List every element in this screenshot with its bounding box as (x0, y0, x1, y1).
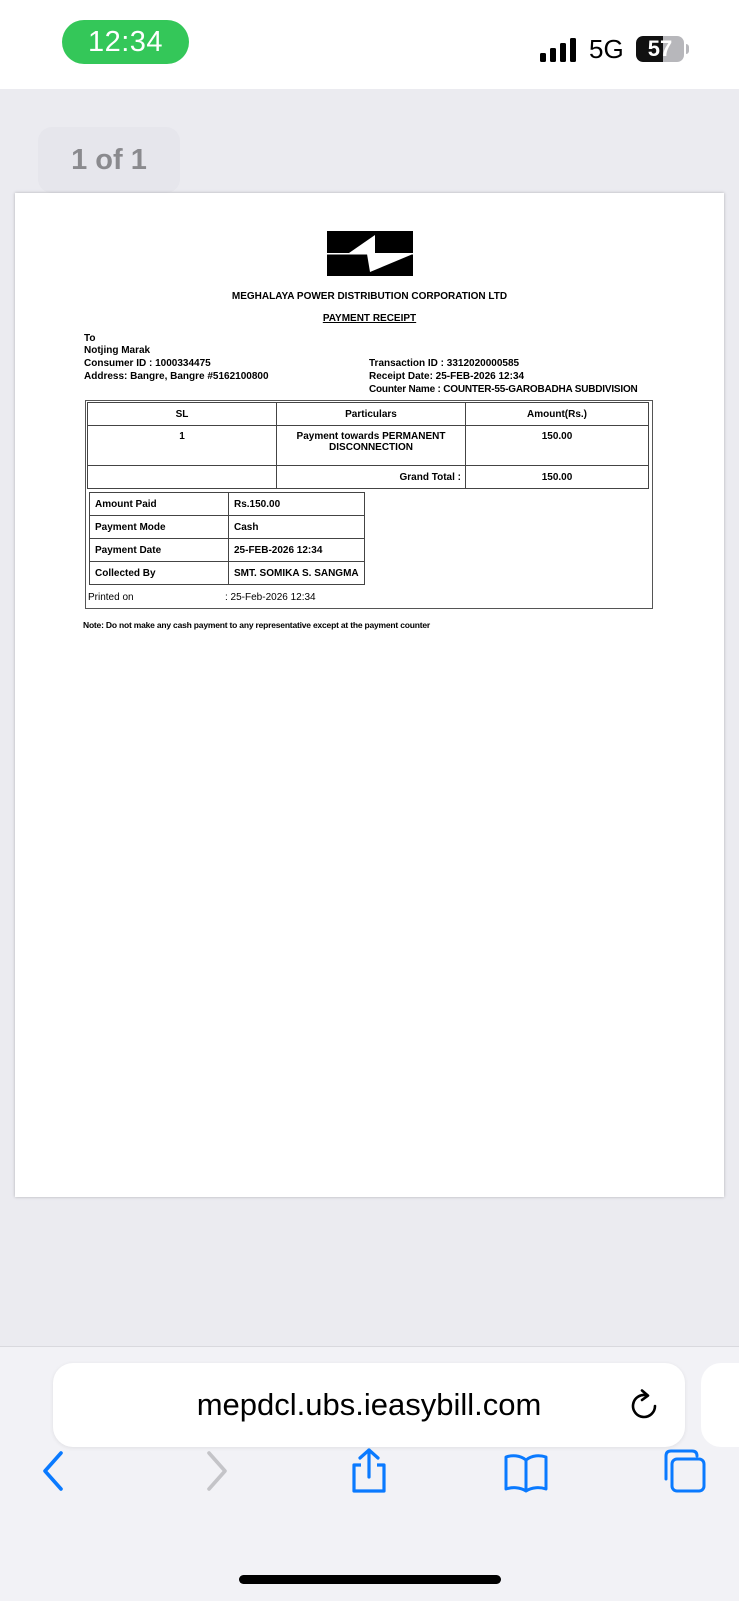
grand-total-empty-cell (88, 466, 277, 489)
back-icon[interactable] (31, 1447, 79, 1495)
grand-total-value: 150.00 (466, 466, 649, 489)
header-particulars: Particulars (277, 403, 466, 426)
url-text[interactable]: mepdcl.ubs.ieasybill.com (196, 1387, 542, 1422)
tabs-icon[interactable] (660, 1447, 708, 1495)
table-row (90, 562, 365, 585)
company-name: MEGHALAYA POWER DISTRIBUTION CORPORATION LTD (231, 291, 508, 302)
payment-date-label: Payment Date (90, 539, 229, 562)
payment-mode-value: Cash (229, 516, 365, 539)
items-header-row (88, 403, 649, 426)
home-indicator[interactable] (239, 1575, 501, 1584)
status-time[interactable]: 12:34 (62, 20, 189, 64)
bookmarks-icon[interactable] (502, 1447, 550, 1495)
item-sl: 1 (88, 426, 277, 466)
address-bar[interactable] (53, 1363, 685, 1447)
share-icon[interactable] (345, 1447, 393, 1495)
battery-nub (686, 44, 689, 54)
printed-on-label: Printed on (88, 592, 134, 603)
company-logo (327, 231, 413, 276)
printed-on-value: : 25-Feb-2026 12:34 (225, 592, 316, 603)
browser-toolbar (0, 1346, 739, 1601)
payment-date-value: 25-FEB-2026 12:34 (229, 539, 365, 562)
table-row (90, 516, 365, 539)
counter-name: Counter Name : COUNTER-55-GAROBADHA SUBDIVISION (369, 384, 638, 395)
receipt-page (15, 193, 724, 1197)
status-bar (0, 0, 739, 89)
customer-name: Notjing Marak (84, 345, 151, 356)
customer-address: Address: Bangre, Bangre #5162100800 (84, 371, 269, 382)
table-row (90, 493, 365, 516)
battery-level: 57 (647, 36, 673, 61)
to-label: To (84, 333, 96, 344)
items-table (87, 402, 649, 489)
payment-mode-label: Payment Mode (90, 516, 229, 539)
amount-paid-label: Amount Paid (90, 493, 229, 516)
receipt-note: Note: Do not make any cash payment to any representative except at the payment counter (83, 620, 430, 630)
item-amount: 150.00 (466, 426, 649, 466)
next-tab-preview[interactable] (701, 1363, 739, 1447)
amount-paid-value: Rs.150.00 (229, 493, 365, 516)
network-type: 5G (589, 34, 624, 64)
reload-icon[interactable] (626, 1387, 662, 1423)
grand-total-row (88, 466, 649, 489)
receipt-title: PAYMENT RECEIPT (322, 313, 417, 324)
grand-total-label: Grand Total : (277, 466, 466, 489)
cellular-signal-icon (540, 38, 580, 62)
item-particulars: Payment towards PERMANENT DISCONNECTION (277, 426, 466, 466)
collected-by-value: SMT. SOMIKA S. SANGMA (229, 562, 365, 585)
payment-details-table (89, 492, 365, 585)
consumer-id: Consumer ID : 1000334475 (84, 358, 211, 369)
page-counter: 1 of 1 (38, 127, 180, 193)
receipt-date: Receipt Date: 25-FEB-2026 12:34 (369, 371, 525, 382)
forward-icon[interactable] (191, 1447, 239, 1495)
transaction-id: Transaction ID : 3312020000585 (369, 358, 520, 369)
table-row (88, 426, 649, 466)
header-sl: SL (88, 403, 277, 426)
table-row (90, 539, 365, 562)
header-amount: Amount(Rs.) (466, 403, 649, 426)
battery-icon (636, 36, 684, 62)
collected-by-label: Collected By (90, 562, 229, 585)
